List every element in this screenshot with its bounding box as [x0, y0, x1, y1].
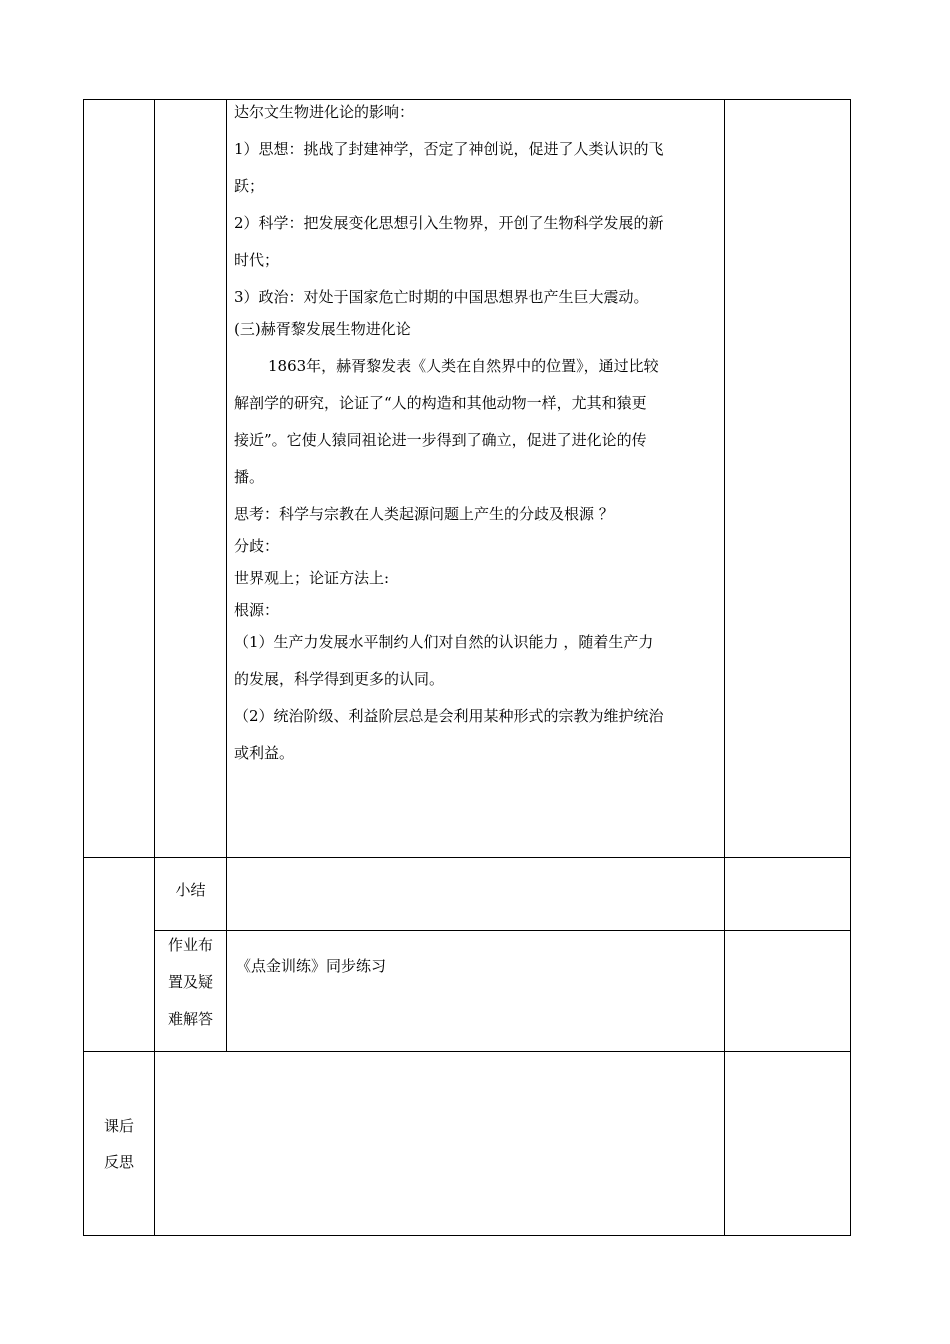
huxley-paragraph-line-4: 播。	[234, 468, 265, 486]
root-cause-1-line-1: （1）生产力发展水平制约人们对自然的认识能力 ，随着生产力	[234, 633, 654, 651]
root-cause-2-line-2: 或利益。	[234, 744, 295, 762]
huxley-paragraph-line-2: 解剖学的研究，论证了“人的构造和其他动物一样，尤其和猿更	[234, 394, 647, 412]
content-row	[84, 100, 851, 858]
root-cause-1-line-2: 的发展，科学得到更多的认同。	[234, 670, 445, 688]
thinking-question: 思考：科学与宗教在人类起源问题上产生的分歧及根源 ？	[234, 505, 614, 523]
huxley-paragraph-line-1: 1863年，赫胥黎发表《人类在自然界中的位置》，通过比较	[268, 357, 659, 375]
summary-notes-cell	[725, 858, 851, 931]
summary-label: 小结	[175, 881, 206, 899]
reflection-notes-cell	[725, 1052, 851, 1236]
influence-science-line-2: 时代；	[234, 251, 280, 269]
reflection-content-cell	[155, 1052, 725, 1236]
lesson-plan-table	[83, 99, 851, 1236]
homework-notes-cell	[725, 931, 851, 1052]
influence-politics-line: 3）政治：对处于国家危亡时期的中国思想界也产生巨大震动。	[234, 288, 649, 306]
reflection-label-line-1: 课后	[103, 1116, 134, 1135]
root-cause-2-line-1: （2）统治阶级、利益阶层总是会利用某种形式的宗教为维护统治	[234, 707, 664, 725]
influence-thought-line-1: 1）思想：挑战了封建神学，否定了神创说，促进了人类认识的飞	[234, 140, 664, 158]
summary-row	[84, 858, 851, 931]
homework-content: 《点金训练》同步练习	[236, 957, 387, 975]
darwin-influence-heading: 达尔文生物进化论的影响：	[234, 103, 415, 121]
notes-cell	[725, 100, 851, 858]
homework-label-line-1: 作业布	[167, 936, 213, 954]
homework-label-line-2: 置及疑	[167, 973, 213, 991]
huxley-paragraph-line-3: 接近”。它使人猿同祖论进一步得到了确立，促进了进化论的传	[234, 431, 647, 449]
homework-label-line-3: 难解答	[167, 1010, 213, 1028]
root-cause-label: 根源：	[234, 601, 280, 619]
section-label-cell-2	[84, 858, 155, 1052]
main-content	[227, 100, 724, 763]
homework-content-cell	[227, 931, 725, 1052]
summary-label-cell	[155, 858, 227, 931]
influence-thought-line-2: 跃；	[234, 177, 265, 195]
huxley-section-heading: (三)赫胥黎发展生物进化论	[234, 320, 411, 338]
reflection-row	[84, 1052, 851, 1236]
section-label-cell	[84, 100, 155, 858]
summary-content-cell	[227, 858, 725, 931]
main-content-cell	[227, 100, 725, 858]
homework-row	[84, 931, 851, 1052]
step-label-cell	[155, 100, 227, 858]
divergence-aspects: 世界观上；论证方法上:	[234, 569, 390, 587]
homework-label	[155, 931, 226, 1029]
reflection-label-cell	[84, 1052, 155, 1236]
divergence-label: 分歧：	[234, 537, 280, 555]
influence-science-line-1: 2）科学：把发展变化思想引入生物界，开创了生物科学发展的新	[234, 214, 664, 232]
homework-label-cell	[155, 931, 227, 1052]
reflection-label-line-2: 反思	[103, 1152, 134, 1171]
